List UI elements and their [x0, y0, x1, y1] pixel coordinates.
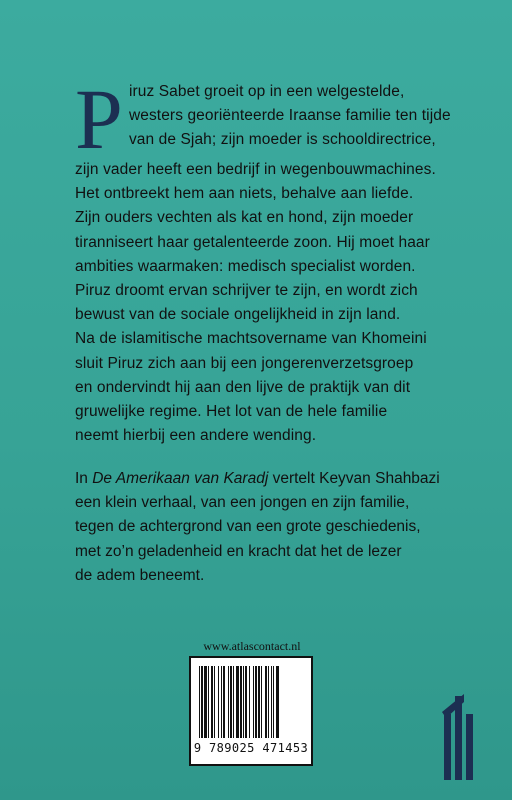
book-title: De Amerikaan van Karadj: [92, 470, 269, 487]
barcode-bars: [197, 666, 305, 738]
blurb-line: Piruz droomt ervan schrijver te zijn, en wordt zich: [75, 282, 418, 300]
blurb-line: van de Sjah; zijn moeder is schooldirectrice,: [128, 131, 436, 149]
blurb-line: iruz Sabet groeit op in een welgestelde,: [128, 83, 405, 100]
blurb-line: Na de islamitische machtsovername van Khomeini: [75, 330, 427, 348]
blurb-line: neemt hierbij een andere wending.: [75, 427, 317, 445]
paragraph-line: [75, 467, 440, 491]
isbn-number: 9 789025 471453: [193, 741, 309, 755]
blurb-line: gruwelijke regime. Het lot van de hele familie: [75, 403, 388, 421]
paragraph-line: met zo’n geladenheid en kracht dat het de lezer: [75, 542, 402, 560]
blurb-line: en ondervindt hij aan den lijve de praktijk van dit: [75, 378, 411, 396]
paragraph-line: de adem beneemt.: [75, 566, 205, 584]
blurb-line: tiranniseert haar getalenteerde zoon. Hij moet haar: [75, 233, 430, 251]
drop-cap-letter: P: [75, 71, 123, 167]
isbn-barcode: [189, 656, 313, 766]
blurb-line: Zijn ouders vechten als kat en hond, zijn moeder: [75, 209, 414, 227]
blurb-line: westers georiënteerde Iraanse familie ten tijde: [128, 107, 451, 125]
blurb-line: sluit Piruz zich aan bij een jongerenverzetsgroep: [75, 354, 414, 372]
blurb-paragraph: [75, 71, 451, 448]
intro-word: In: [75, 470, 93, 487]
blurb-line: Het ontbreekt hem aan niets, behalve aan liefde.: [75, 185, 414, 203]
blurb-line: zijn vader heeft een bedrijf in wegenbouwmachines.: [75, 161, 436, 178]
intro-rest: vertelt Keyvan Shahbazi: [268, 470, 440, 487]
paragraph-line: een klein verhaal, van een jongen en zijn familie,: [75, 494, 410, 512]
paragraph-line: tegen de achtergrond van een grote geschiedenis,: [75, 518, 421, 536]
atlas-contact-logo-icon: [440, 692, 484, 780]
second-paragraph: [75, 467, 440, 588]
blurb-line: bewust van de sociale ongelijkheid in zijn land.: [75, 306, 401, 324]
blurb-line: ambities waarmaken: medisch specialist worden.: [75, 257, 416, 275]
publisher-website: www.atlascontact.nl: [203, 639, 301, 653]
